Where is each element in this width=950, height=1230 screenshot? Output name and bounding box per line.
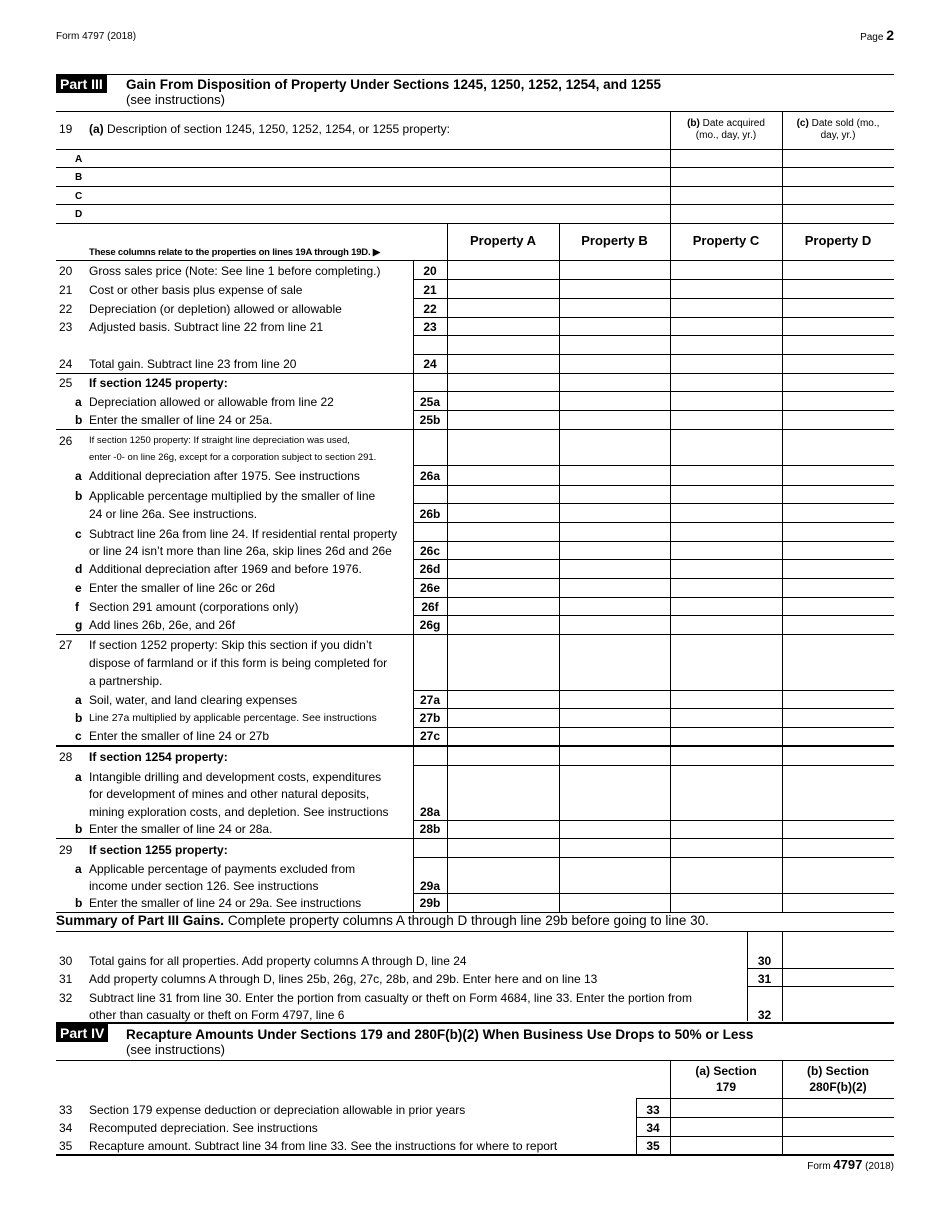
line-20-num: 20 <box>59 264 73 278</box>
form-page: Form 4797 (2018) Page 2 Part III Gain From Disposition of Property Under Sections 1245, 1250, 1252, 1254, and 1255 (see instructions) 19 (a) Description of section 1245, 1250, 1252, 1254, or 1255 property: (b) Date acquired (mo., day, yr.) (c) Date sold (mo., day, yr.) A B C D These columns relate to the properties on lines 19A through 19D. ▶ Property A Property B Property C Property D 20 Gross sales price (Note: See line 1 before completing.) 20 21 Cost or other basis plus expense of sale 21 22 Depreciation (or depletion) allowed or allowable 22 23 Adjusted basis. Subtract line 22 from line 21 23 24 Total gain. Subtract line 23 from line 20 24 25 If section 1245 property: a Depreciation allowed or allowable from line 22 25a b Enter the smaller of line 24 or 25a. 25b 26 If section 1250 property: If straight line depreciation was used, enter -0- on line 26g, except for a corporation subject to section 291. a Additional depreciation after 1975. See instructions 26a b Applicable percentage multiplied by the smaller of line 24 or line 26a. See instructions. 26b c Subtract line 26a from line 24. If residential rental property or line 24 isn’t more than line 26a, skip lines 26d and 26e 26c d Additional depreciation after 1969 and before 1976. 26d e Enter the smaller of line 26c or 26d 26e f Section 291 amount (corporations only) 26f g Add lines 26b, 26e, and 26f 26g 27 If section 1252 property: Skip this section if you didn’t dispose of farmland or if this form is being completed for a partnership. a Soil, water, and land clearing expenses 27a b Line 27a multiplied by applicable percentage. See instructions 27b c Enter the smaller of line 24 or 27b 27c 28 If section 1254 property: a Intangible drilling and development costs, expenditures for development of mines and other natural deposits, mining exploration costs, and depletion. See instructions 28a b Enter the smaller of line 24 or 28a. 28b 29 If section 1255 property: a Applicable percentage of payments excluded from income under section 126. See instructions 29a b Enter the smaller of line 24 or 29a. See instructions 29b Summary of Part III Gains. Complete property columns A through D through line 29b before going to line 30. 30 Total gains for all properties. Add property columns A through D, line 24 30 31 Add property columns A through D, lines 25b, 26g, 27c, 28b, and 29b. Enter here and on line 13 31 32 Subtract line 31 from line 30. Enter the portion from casualty or theft on Form 4684, line 33. Enter the portion from other than casualty or theft on Form 4797, line 6 32 Part IV Recapture Amounts Under Sections 179 and 280F(b)(2) When Business Use Drops to 50% or Less (see instructions) (a) Section 179 (b) Section 280F(b)(2) 33 Section 179 expense deduction or depreciation allowable in prior years 33 34 Recomputed depreciation. See instructions 34 35 Recapture amount. Subtract line 34 from line 33. See the instructions for where to report 35 Form 4797 (2018) <box>56 27 894 1172</box>
line-32-text: Subtract line 31 from line 30. Enter the portion from casualty or theft on Form 4684, line 33. Enter the portion from <box>89 991 692 1005</box>
col-c-header: (c) Date sold (mo., <box>796 118 880 129</box>
line-26g-text: Add lines 26b, 26e, and 26f <box>89 618 236 632</box>
line-26-heading: If section 1250 property: If straight line depreciation was used, <box>89 435 350 446</box>
line-19-desc: (a) Description of section 1245, 1250, 1252, 1254, or 1255 property: <box>89 122 450 136</box>
line-24-text: Total gain. Subtract line 23 from line 20 <box>89 357 297 371</box>
line-23-text: Adjusted basis. Subtract line 22 from line 21 <box>89 320 324 334</box>
line-21-text: Cost or other basis plus expense of sale <box>89 283 303 297</box>
page-number: Page 2 <box>860 27 894 43</box>
line-27b-text: Line 27a multiplied by applicable percentage. See instructions <box>89 712 377 724</box>
line-34-text: Recomputed depreciation. See instructions <box>89 1121 318 1135</box>
line-28-heading: If section 1254 property: <box>89 750 228 764</box>
line-26c-text: Subtract line 26a from line 24. If residential rental property <box>89 527 398 541</box>
line-22-text: Depreciation (or depletion) allowed or allowable <box>89 302 342 316</box>
part-iv-title: Recapture Amounts Under Sections 179 and 280F(b)(2) When Business Use Drops to 50% or Less <box>126 1027 754 1042</box>
line-20-box: 20 <box>423 264 437 278</box>
line-26a-text: Additional depreciation after 1975. See instructions <box>89 469 360 483</box>
part-iii-title: Gain From Disposition of Property Under Sections 1245, 1250, 1252, 1254, and 1255 <box>126 77 661 92</box>
line-26e-text: Enter the smaller of line 26c or 26d <box>89 581 276 595</box>
line-25a-text: Depreciation allowed or allowable from line 22 <box>89 395 334 409</box>
line-26d-text: Additional depreciation after 1969 and before 1976. <box>89 562 362 576</box>
line-29b-text: Enter the smaller of line 24 or 29a. See instructions <box>89 896 362 910</box>
line-29-heading: If section 1255 property: <box>89 843 228 857</box>
form-id: Form 4797 (2018) <box>56 31 137 42</box>
row-label-d: D <box>75 209 83 220</box>
line-33-text: Section 179 expense deduction or depreciation allowable in prior years <box>89 1103 466 1117</box>
line-19-num: 19 <box>59 122 73 136</box>
col-b-header: (b) Date acquired <box>687 118 765 129</box>
line-28b-text: Enter the smaller of line 24 or 28a. <box>89 822 273 836</box>
part-iv-subtitle: (see instructions) <box>126 1042 225 1057</box>
line-26b-text: Applicable percentage multiplied by the smaller of line <box>89 489 376 503</box>
line-27-heading: If section 1252 property: Skip this section if you didn’t <box>89 638 372 652</box>
line-30-text: Total gains for all properties. Add property columns A through D, line 24 <box>89 954 467 968</box>
part-iii-badge: Part III <box>56 75 107 93</box>
property-d-header: Property D <box>804 233 872 248</box>
summary-heading: Summary of Part III Gains. Complete property columns A through D through line 29b before going to line 30. <box>56 913 709 928</box>
property-b-header: Property B <box>581 233 648 248</box>
line-28a-text: Intangible drilling and development costs, expenditures <box>89 770 382 784</box>
line-35-text: Recapture amount. Subtract line 34 from line 33. See the instructions for where to report <box>89 1139 558 1153</box>
line-31-text: Add property columns A through D, lines 25b, 26g, 27c, 28b, and 29b. Enter here and on line 13 <box>89 972 598 986</box>
section-179-header: (a) Section <box>695 1064 757 1078</box>
columns-relate-note: These columns relate to the properties on lines 19A through 19D. ▶ <box>89 247 380 258</box>
row-label-a: A <box>75 154 83 165</box>
row-label-b: B <box>75 172 83 183</box>
section-280f-header: (b) Section <box>807 1064 869 1078</box>
line-26f-text: Section 291 amount (corporations only) <box>89 600 299 614</box>
row-label-c: C <box>75 191 83 202</box>
line-25b-text: Enter the smaller of line 24 or 25a. <box>89 413 273 427</box>
property-a-header: Property A <box>470 233 536 248</box>
line-20-text: Gross sales price (Note: See line 1 before completing.) <box>89 264 381 278</box>
part-iv-badge: Part IV <box>56 1024 108 1042</box>
line-25-heading: If section 1245 property: <box>89 376 228 390</box>
line-27a-text: Soil, water, and land clearing expenses <box>89 693 298 707</box>
line-29a-text: Applicable percentage of payments excluded from <box>89 862 356 876</box>
line-27c-text: Enter the smaller of line 24 or 27b <box>89 729 270 743</box>
form-footer: Form 4797 (2018) <box>807 1157 894 1172</box>
divider <box>56 74 894 75</box>
property-c-header: Property C <box>692 233 760 248</box>
part-iii-subtitle: (see instructions) <box>126 92 225 107</box>
